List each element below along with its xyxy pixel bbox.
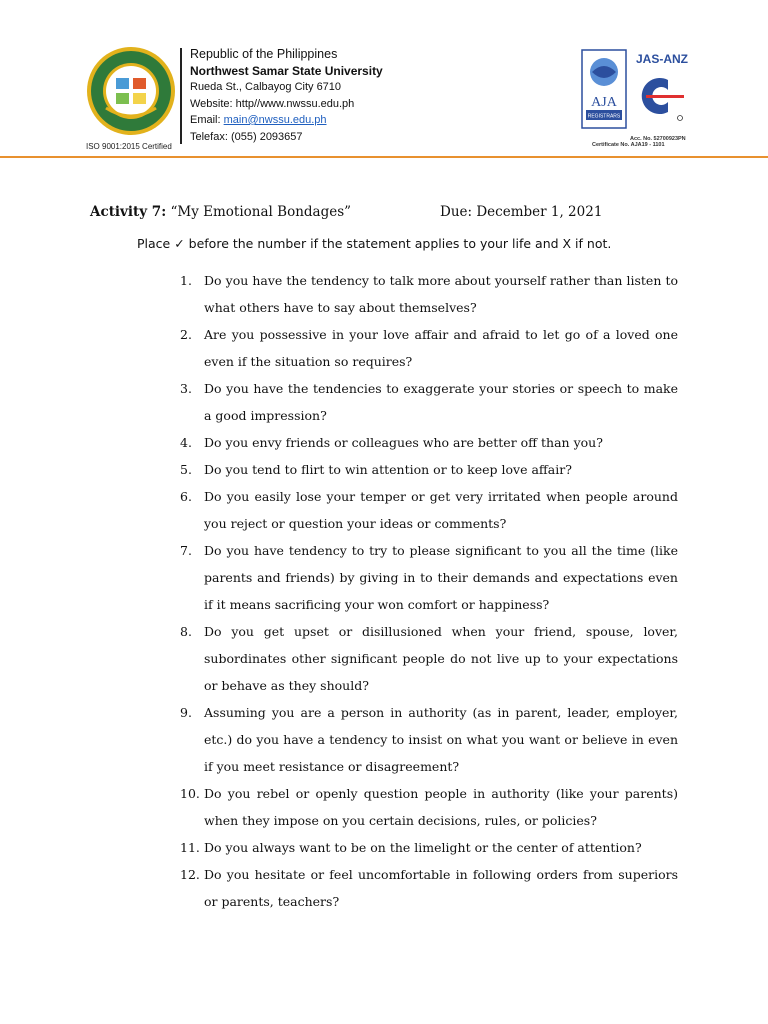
email-link[interactable]: main@nwssu.edu.ph [223, 114, 327, 126]
question-text: Do you have the tendencies to exaggerate your stories or speech to make a good impression? [204, 381, 678, 423]
question-item [178, 267, 678, 321]
question-text: Do you hesitate or feel uncomfortable in following orders from superiors or parents, teachers? [204, 867, 678, 909]
instruction-text: Place ✓ before the number if the statement applies to your life and X if not. [137, 236, 612, 251]
question-item [178, 618, 678, 699]
question-number: 3. [180, 381, 192, 396]
letterhead [190, 46, 383, 145]
question-item [178, 861, 678, 915]
question-text: Do you have tendency to try to please significant to you all the time (like parents and friends) by giving in to their demands and expectations even if it means sacrificing your won comfort or happiness? [204, 543, 678, 612]
question-number: 9. [180, 705, 192, 720]
question-text: Are you possessive in your love affair and afraid to let go of a loved one even if the situation so requires? [204, 327, 678, 369]
due-date: Due: December 1, 2021 [440, 204, 603, 220]
question-text: Do you rebel or openly question people in authority (like your parents) when they impose on you certain decisions, rules, or policies? [204, 786, 678, 828]
question-number: 11. [180, 840, 200, 855]
question-item [178, 429, 678, 456]
email-line [190, 112, 383, 129]
telefax-line: Telefax: (055) 2093657 [190, 130, 303, 143]
activity-label: Activity 7: [90, 204, 167, 220]
iso-certification: ISO 9001:2015 Certified [86, 142, 172, 151]
registrars-logo-text: REGISTRARS [587, 113, 621, 120]
question-number: 4. [180, 435, 192, 450]
question-number: 5. [180, 462, 192, 477]
acc-number: Acc. No. 52700923PN [630, 136, 686, 142]
accreditation-logo [580, 46, 690, 146]
question-item [178, 537, 678, 618]
activity-heading [90, 204, 730, 220]
question-number: 6. [180, 489, 192, 504]
jas-anz-logo-text: JAS-ANZ [636, 52, 689, 66]
question-text: Do you get upset or disillusioned when your friend, spouse, lover, subordinates other significant people do not live up to your expectations or behave as they should? [204, 624, 678, 693]
accreditation-text [592, 136, 686, 148]
header-divider [180, 48, 182, 144]
question-item [178, 321, 678, 375]
question-list [178, 267, 678, 915]
university-seal-logo [86, 46, 176, 136]
question-number: 8. [180, 624, 192, 639]
question-item [178, 834, 678, 861]
question-item [178, 780, 678, 834]
certificate-number: Certificate No. AJA19 - 1101 [592, 142, 665, 148]
header-rule [0, 156, 768, 158]
question-item [178, 483, 678, 537]
question-number: 12. [180, 867, 200, 882]
question-number: 1. [180, 273, 192, 288]
question-item [178, 699, 678, 780]
question-text: Do you always want to be on the limelight or the center of attention? [204, 840, 642, 855]
question-text: Do you have the tendency to talk more about yourself rather than listen to what others have to say about themselves? [204, 273, 678, 315]
email-label: Email: [190, 114, 224, 126]
question-item [178, 456, 678, 483]
website-line: Website: http//www.nwssu.edu.ph [190, 97, 355, 110]
question-number: 7. [180, 543, 192, 558]
question-text: Do you tend to flirt to win attention or to keep love affair? [204, 462, 572, 477]
question-item [178, 375, 678, 429]
republic-line: Republic of the Philippines [190, 47, 338, 61]
question-text: Assuming you are a person in authority (as in parent, leader, employer, etc.) do you have a tendency to insist on what you want or believe in even if you meet resistance or disagreement? [204, 705, 678, 774]
address-line: Rueda St., Calbayog City 6710 [190, 81, 342, 93]
question-number: 10. [180, 786, 200, 801]
activity-title: “My Emotional Bondages” [166, 204, 352, 220]
aja-logo-text: AJA [591, 95, 617, 110]
question-text: Do you easily lose your temper or get very irritated when people around you reject or question your ideas or comments? [204, 489, 678, 531]
question-number: 2. [180, 327, 192, 342]
university-name: Northwest Samar State University [190, 63, 383, 78]
question-text: Do you envy friends or colleagues who are better off than you? [204, 435, 603, 450]
